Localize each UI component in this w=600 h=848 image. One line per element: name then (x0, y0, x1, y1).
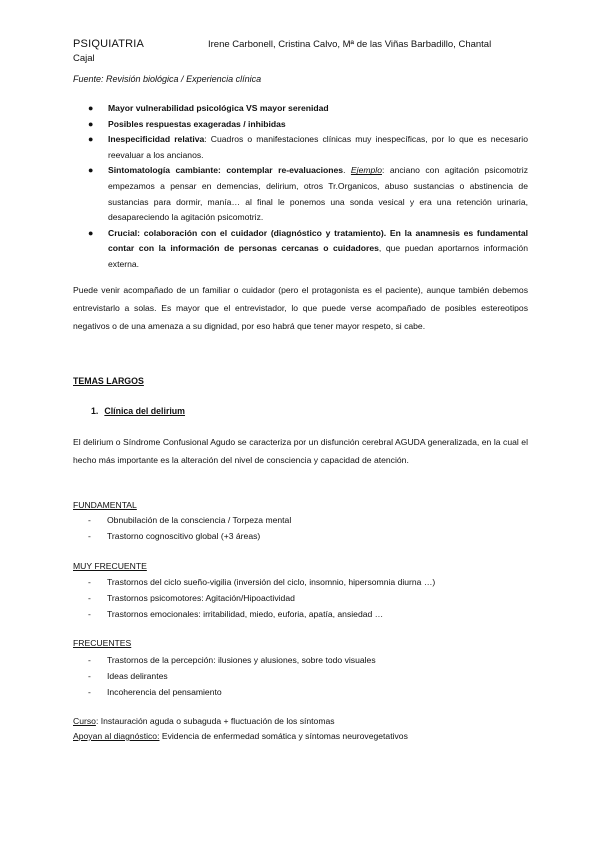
bullet-text: : Cuadros o manifestaciones clínicas muy inespecíficas, por lo que es necesario reevaluar a los ancianos. (108, 134, 528, 160)
example-label: Ejemplo (350, 165, 382, 176)
bullet-dot-icon: ● (88, 134, 94, 145)
list-item: - Ideas delirantes (88, 669, 528, 685)
dash-marker: - (88, 686, 91, 697)
curso-text: : Instauración aguda o subaguda + fluctuación de los síntomas (95, 716, 335, 726)
curso-label: Curso (73, 716, 96, 726)
bullet-text: : anciano con agitación psicomotriz empezamos a pensar en demencias, delirium, otros Tr.Organicos, abuso sustancias o abstinencia de sustancias para dormir, manía… al final le ponemos una sonda vesical y era una retención urinaria, desapareciendo la agitación psicomotriz. (108, 165, 528, 223)
muy-frecuente-list (88, 575, 528, 622)
bullet-dot-icon: ● (88, 103, 94, 113)
heading-number: 1. (91, 406, 99, 416)
bullet-item (88, 132, 528, 163)
intro-paragraph: Puede venir acompañado de un familiar o cuidador (pero el protagonista es el paciente), aunque también debemos entrevistarlo a solas. Es mayor que el entrevistador, lo que puede verse acompañado de posibles estereotipos negativos o de una amenaza a su dignidad, por eso habrá que tener mayor respeto, si cabe. (73, 285, 528, 331)
bullet-item (88, 226, 528, 273)
bullet-item (88, 117, 528, 133)
fundamental-list (88, 513, 528, 545)
dash-marker: - (88, 608, 91, 619)
muy-frecuente-label: MUY FRECUENTE (73, 561, 147, 571)
bullet-bold-text: Inespecificidad relativa (108, 134, 205, 145)
bullet-text: Posibles respuestas exageradas / inhibidas (108, 118, 286, 129)
dash-marker: - (88, 530, 91, 541)
curso-line (73, 716, 335, 726)
dash-marker: - (88, 577, 91, 587)
numbered-heading (91, 406, 185, 416)
dash-marker: - (88, 515, 91, 525)
bullet-dot-icon: ● (88, 227, 94, 238)
bullet-text: . (343, 165, 351, 176)
frecuentes-list (88, 653, 528, 700)
bullet-text: , que puedan aportarnos información externa. (108, 243, 528, 269)
header-authors-continued: Cajal (73, 53, 95, 64)
header-subject: PSIQUIATRIA (73, 38, 145, 50)
list-item: - Incoherencia del pensamiento (88, 685, 528, 701)
bullet-bold-text: Sintomatología cambiante: contemplar re-evaluaciones (108, 165, 344, 176)
dash-marker: - (88, 670, 91, 681)
list-item: - Trastornos emocionales: irritabilidad, miedo, euforia, apatía, ansiedad … (88, 607, 528, 623)
delirium-paragraph: El delirium o Síndrome Confusional Agudo se caracteriza por un disfunción cerebral AGUDA generalizada, en la cual el hecho más importante es la alteración del nivel de consciencia y capacidad de atención. (73, 437, 528, 465)
section-title: TEMAS LARGOS (73, 376, 144, 386)
bullet-text: Mayor vulnerabilidad psicológica VS mayor serenidad (108, 103, 329, 113)
list-item: - Obnubilación de la consciencia / Torpeza mental (88, 513, 528, 529)
bullet-dot-icon: ● (88, 165, 94, 176)
fundamental-label: FUNDAMENTAL (73, 500, 137, 510)
dash-marker: - (88, 655, 91, 665)
list-item: - Trastornos de la percepción: ilusiones y alusiones, sobre todo visuales (88, 653, 528, 669)
source-line: Fuente: Revisión biológica / Experiencia clínica (73, 74, 262, 84)
dash-marker: - (88, 592, 91, 603)
list-item: - Trastornos del ciclo sueño-vigilia (inversión del ciclo, insomnio, hipersomnia diurna …) (88, 575, 528, 591)
heading-title: Clínica del delirium (104, 406, 186, 416)
frecuentes-label: FRECUENTES (73, 638, 132, 648)
bullet-bold-text: Crucial: colaboración con el cuidador (diagnóstico y tratamiento). En la anamnesis es fundamental contar con la información de personas cercanas o cuidadores (108, 227, 528, 254)
bullet-dot-icon: ● (88, 118, 94, 129)
apoyan-text: Evidencia de enfermedad somática y síntomas neurovegetativos (159, 731, 408, 741)
list-item: - Trastorno cognoscitivo global (+3 áreas) (88, 529, 528, 545)
header-authors: Irene Carbonell, Cristina Calvo, Mª de las Viñas Barbadillo, Chantal (208, 39, 492, 50)
apoyan-line (73, 731, 408, 741)
bullet-item (88, 101, 528, 117)
list-item: - Trastornos psicomotores: Agitación/Hipoactividad (88, 591, 528, 607)
bullet-item (88, 163, 528, 225)
bullet-list (88, 101, 528, 273)
apoyan-label: Apoyan al diagnóstico: (73, 731, 160, 741)
